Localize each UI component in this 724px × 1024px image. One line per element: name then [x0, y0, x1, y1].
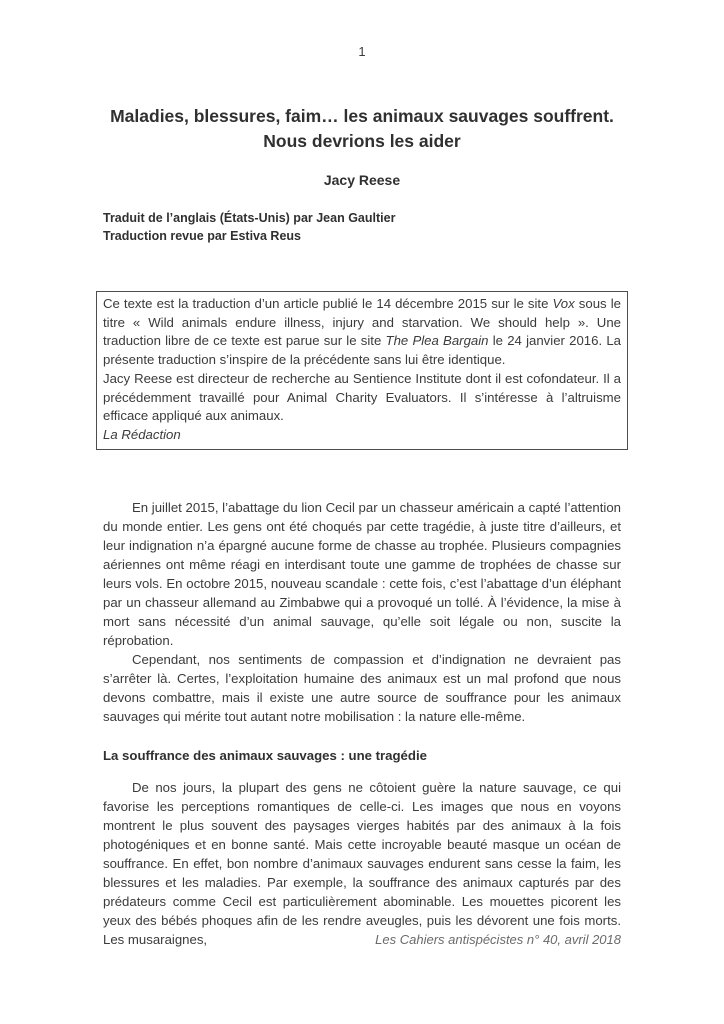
- author-name: Jacy Reese: [323, 172, 401, 188]
- document-title: [60, 104, 664, 154]
- editorial-note-text-1: Ce texte est la traduction d’un article publié le 14 décembre 2015 sur le site: [103, 296, 553, 311]
- document-title-line-1: Maladies, blessures, faim… les animaux sauvages souffrent.: [110, 106, 614, 126]
- article-paragraph-3: De nos jours, la plupart des gens ne côtoient guère la nature sauvage, ce qui favorise les perceptions romantiques de celle-ci. Les images que nous en voyons montrent le plus souvent des paysages vierges habités par des animaux à la fois photogéniques et en bonne santé. Mais cette incroyable beauté masque un océan de souffrance. En effet, bon nombre d’animaux sauvages endurent sans cesse la faim, les blessures et les maladies. Par exemple, la souffrance des animaux capturés par des prédateurs comme Cecil est particulièrement abominable. Les mouettes picorent les yeux des bébés phoques afin de les rendre aveugles, puis les dévorent une fois morts. Les musaraignes,: [103, 779, 621, 947]
- editorial-note-box: [96, 291, 628, 450]
- editorial-note-paragraph-2: Jacy Reese est directeur de recherche au Sentience Institute dont il est cofondateur. Il a précédemment travaillé pour Animal Charity Evaluators. Il s’intéresse à l’altruisme efficace appliqué aux animaux.: [103, 370, 621, 424]
- journal-footer: Les Cahiers antispécistes n° 40, avril 2018: [375, 932, 621, 947]
- document-title-line-2: Nous devrions les aider: [263, 131, 461, 151]
- page-number: 1: [358, 44, 366, 59]
- editorial-note-signature: La Rédaction: [103, 426, 181, 442]
- editorial-note-text-3: le 24 janvier 2016. La présente traduction s’inspire de la précédente sans lui être identique.: [103, 333, 621, 368]
- editorial-note-site-vox: Vox: [552, 296, 575, 311]
- article-body: [103, 498, 621, 949]
- editorial-note-text-2: sous le titre « Wild animals endure illness, injury and starvation. We should help ». Une traduction libre de ce texte est parue sur le site: [103, 296, 621, 349]
- editorial-note-site-plea-bargain: The Plea Bargain: [385, 333, 489, 349]
- editorial-note-paragraph-1: [103, 295, 621, 370]
- section-heading-la-souffrance: La souffrance des animaux sauvages : une tragédie: [103, 747, 427, 763]
- translation-credit-line-1: Traduit de l’anglais (États-Unis) par Jean Gaultier: [103, 211, 396, 225]
- article-paragraph-2: Cependant, nos sentiments de compassion et d’indignation ne devraient pas s’arrêter là. Certes, l’exploitation humaine des animaux est un mal profond que nous devons combattre, mais il existe une autre source de souffrance pour les animaux sauvages qui mérite tout autant notre mobilisation : la nature elle-même.: [103, 651, 621, 724]
- article-paragraph-1: En juillet 2015, l’abattage du lion Cecil par un chasseur américain a capté l’attention du monde entier. Les gens ont été choqués par cette tragédie, à juste titre d’ailleurs, et leur indignation n’a épargné aucune forme de chasse au trophée. Plusieurs compagnies aériennes ont même réagi en interdisant toute une gamme de trophées de chasse sur leurs vols. En octobre 2015, nouveau scandale : cette fois, c’est l’abattage d’un éléphant par un chasseur allemand au Zimbabwe qui a provoqué un tollé. À l’évidence, la mise à mort sans nécessité d’un animal sauvage, qu’elle soit légale ou non, suscite la réprobation.: [103, 499, 621, 648]
- translation-credit-line-2: Traduction revue par Estiva Reus: [103, 228, 301, 243]
- translation-credits: [103, 210, 621, 245]
